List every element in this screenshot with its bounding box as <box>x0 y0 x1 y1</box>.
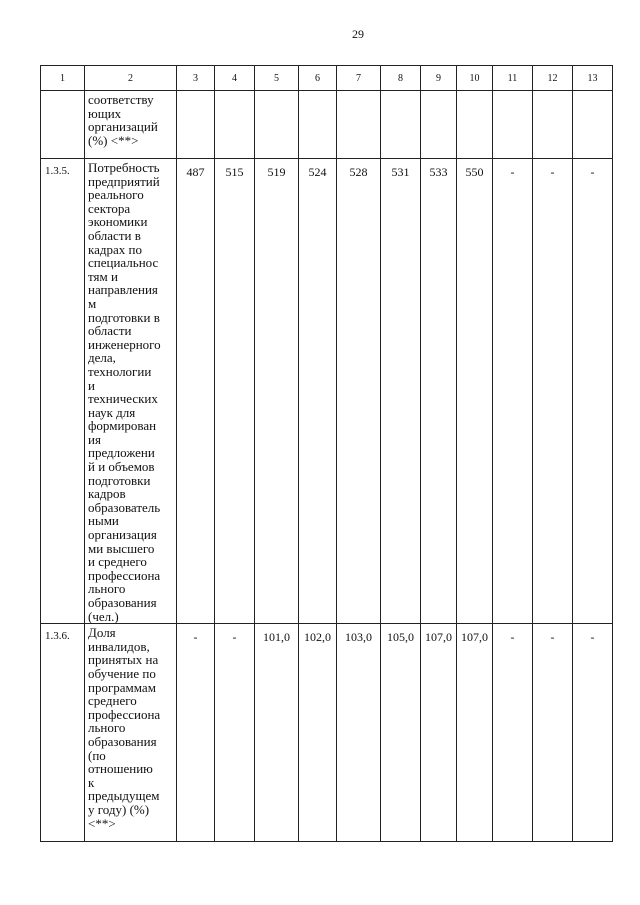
indicator-name-line: кадрах по <box>88 241 142 257</box>
value-cell <box>255 91 299 159</box>
value-cell: 524 <box>299 159 337 624</box>
indicator-name-line: инвалидов, <box>88 638 150 654</box>
value-cell: - <box>177 624 215 842</box>
value-cell: 105,0 <box>381 624 421 842</box>
value-cell: - <box>533 624 573 842</box>
value-cell: - <box>573 159 613 624</box>
indicator-name <box>85 624 177 842</box>
indicator-name-line: й и объемов <box>88 459 155 475</box>
indicator-name-line: подготовки в <box>88 309 160 325</box>
table-row <box>41 624 613 842</box>
indicator-name-line: технологии <box>88 363 152 379</box>
value-cell <box>337 91 381 159</box>
value-cell: 107,0 <box>457 624 493 842</box>
indicator-name-line: предложени <box>88 445 155 461</box>
value-cell: 101,0 <box>255 624 299 842</box>
indicator-name-line: отношению <box>88 761 153 777</box>
indicator-name-line: Потребность <box>88 160 160 175</box>
indicator-name-line: инженерного <box>88 336 161 352</box>
indicator-name-line: реального <box>88 187 144 203</box>
value-cell: - <box>493 624 533 842</box>
indicator-name-line: предприятий <box>88 173 160 189</box>
value-cell: 533 <box>421 159 457 624</box>
indicator-name-line: и <box>88 377 95 393</box>
value-cell <box>381 91 421 159</box>
indicator-name-line: профессиона <box>88 706 161 722</box>
indicator-name-line: льного <box>88 720 126 736</box>
value-cell: - <box>215 624 255 842</box>
indicator-name-line: <**> <box>88 815 116 831</box>
indicator-name-line: дела, <box>88 350 116 366</box>
column-header: 12 <box>533 66 573 91</box>
column-header: 7 <box>337 66 381 91</box>
value-cell: 102,0 <box>299 624 337 842</box>
value-cell <box>533 91 573 159</box>
value-cell: - <box>493 159 533 624</box>
column-header: 9 <box>421 66 457 91</box>
table-row <box>41 91 613 159</box>
indicator-name-line: области в <box>88 227 141 243</box>
value-cell <box>215 91 255 159</box>
indicator-name-line: у году) (%) <box>88 801 150 817</box>
column-header: 11 <box>493 66 533 91</box>
value-cell: 515 <box>215 159 255 624</box>
indicator-name-line: образования <box>88 595 157 610</box>
column-header: 5 <box>255 66 299 91</box>
column-header: 4 <box>215 66 255 91</box>
indicator-name-line: м <box>88 295 97 311</box>
value-cell: 531 <box>381 159 421 624</box>
value-cell: 519 <box>255 159 299 624</box>
indicator-name-line: ющих <box>88 105 122 121</box>
value-cell: 550 <box>457 159 493 624</box>
value-cell: 528 <box>337 159 381 624</box>
table-body <box>41 66 613 842</box>
value-cell: 107,0 <box>421 624 457 842</box>
indicator-name-line: принятых на <box>88 652 159 668</box>
indicator-name-line: ия <box>88 431 101 447</box>
indicator-name-line: подготовки <box>88 472 151 488</box>
table-row <box>41 159 613 624</box>
column-header: 2 <box>85 66 177 91</box>
column-header: 8 <box>381 66 421 91</box>
row-code <box>41 91 85 159</box>
indicator-name-line: льного <box>88 581 126 597</box>
indicator-name-line: образования <box>88 733 157 749</box>
value-cell: - <box>533 159 573 624</box>
indicator-name-line: наук для <box>88 404 136 420</box>
indicator-name-line: к <box>88 774 95 790</box>
value-cell: - <box>573 624 613 842</box>
indicator-name-line: тям и <box>88 268 118 284</box>
indicator-name-line: Доля <box>88 625 116 641</box>
value-cell <box>421 91 457 159</box>
indicator-name-line: направления <box>88 282 158 298</box>
indicator-name-line: обучение по <box>88 665 156 681</box>
indicator-name-line: кадров <box>88 486 126 502</box>
indicator-name-line: экономики <box>88 214 148 230</box>
column-header: 10 <box>457 66 493 91</box>
indicator-name-line: ми высшего <box>88 540 155 556</box>
indicator-name-line: и среднего <box>88 554 147 570</box>
indicator-table <box>40 65 613 842</box>
column-header: 3 <box>177 66 215 91</box>
indicator-name <box>85 159 177 624</box>
indicator-name-line: (по <box>88 747 106 763</box>
value-cell: 103,0 <box>337 624 381 842</box>
value-cell <box>177 91 215 159</box>
page-number: 29 <box>352 27 364 41</box>
column-header: 13 <box>573 66 613 91</box>
column-header: 1 <box>41 66 85 91</box>
column-numbers-row <box>41 66 613 91</box>
value-cell <box>493 91 533 159</box>
column-header: 6 <box>299 66 337 91</box>
indicator-name-line: формирован <box>88 418 157 434</box>
indicator-name-line: ными <box>88 513 119 529</box>
row-code: 1.3.5. <box>41 159 85 624</box>
indicator-name <box>85 91 177 159</box>
row-code: 1.3.6. <box>41 624 85 842</box>
indicator-name-line: предыдущем <box>88 788 160 804</box>
indicator-name-line: образователь <box>88 499 161 515</box>
value-cell <box>573 91 613 159</box>
indicator-name-line: области <box>88 323 132 339</box>
indicator-name-line: программам <box>88 679 156 695</box>
value-cell <box>299 91 337 159</box>
indicator-name-line: (%) <**> <box>88 132 139 148</box>
indicator-name-line: организаций <box>88 119 158 135</box>
value-cell <box>457 91 493 159</box>
indicator-name-line: технических <box>88 391 158 407</box>
indicator-name-line: соответству <box>88 92 154 107</box>
indicator-name-line: профессиона <box>88 567 161 583</box>
indicator-name-line: (чел.) <box>88 608 119 624</box>
indicator-name-line: специальнос <box>88 255 159 271</box>
indicator-name-line: сектора <box>88 200 131 216</box>
value-cell: 487 <box>177 159 215 624</box>
indicator-name-line: среднего <box>88 693 137 709</box>
indicator-name-line: организация <box>88 527 157 543</box>
